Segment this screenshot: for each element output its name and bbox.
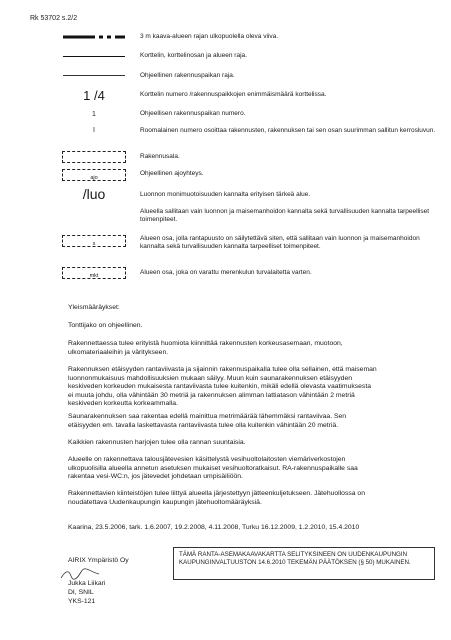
legend-description: Ohjeellinen ajoyhteys. (140, 170, 204, 177)
legend-symbol-dash-dot-line (55, 33, 133, 41)
paragraph: Rakennettaessa tulee erityistä huomiota kiinnittää rakennusten korkeusasemaan, muotoon, ulkomateriaaleihin ja väritykseen. (68, 340, 343, 356)
paragraph: Saunarakennuksen saa rakentaa edellä mainittua metrimäärää lähemmäksi rantaviivaa. Sen etäisyyden em. tavalla laskettavasta rantaviivasta tulee olla kuitenkin vähintään 20 metriä. (68, 413, 347, 429)
legend-description: Ohjeellinen rakennuspaikan raja. (140, 72, 235, 79)
page-id: Rk 53702 s.2/2 (30, 15, 78, 22)
solid-line-icon (63, 56, 125, 57)
legend-symbol-building-area (55, 150, 133, 164)
legend-description: Roomalainen numero osoittaa rakennusten, rakennuksen tai sen osan suurimman sallitun kerrosluvun. (140, 127, 436, 134)
legend-description: Luonnon monimuotoisuuden kannalta erityisen tärkeä alue. (140, 191, 311, 198)
legend-symbol-solid-line (55, 52, 133, 60)
symbol-label: mkt (89, 273, 99, 279)
legend-description: Korttelin numero /rakennuspaikkojen enimmäismäärä korttelissa. (140, 91, 327, 98)
dashed-box-icon (62, 235, 126, 247)
legend-symbol-roman-numeral: I (93, 126, 95, 134)
symbol-label: s (92, 241, 96, 247)
dashed-box-icon (62, 169, 126, 181)
paragraph: Alueelle on rakennettava talousjätevesien käsittelystä vesihuoltolaitosten viemäriverkostojen ulkopuolisilla alueella annetun asetuksen mukaiset vesihuoltoratkaisut. RA-rakennuspaikalle saa rakentaa vesi-WC:n, jos jätevedet johdetaan umpisäiliöön. (68, 456, 358, 480)
approval-stamp (173, 547, 435, 580)
signer-title: DI, SNIL (68, 589, 94, 596)
dashed-box-icon (62, 267, 126, 279)
legend-symbol-block-number: 1 /4 (83, 87, 105, 103)
thin-line-icon (63, 75, 125, 76)
legend-description: 3 m kaava-alueen rajan ulkopuolella oleva viiva. (140, 33, 279, 40)
dashed-box-icon (62, 151, 126, 163)
legend-symbol-shore-trees (55, 234, 133, 248)
general-heading: Yleismääräykset: (68, 304, 120, 311)
legend-description: Korttelin, korttelinosan ja alueen raja. (140, 52, 247, 59)
legend-description: Rakennusala. (140, 153, 180, 160)
paragraph: Tonttijako on ohjeellinen. (68, 322, 143, 329)
paragraph: Rakennettavien kiinteistöjen tulee liittyä alueella järjestettyyn jätteenkuljetukseen. Jätehuollossa on noudatettava Uudenkaupungin kaupungin jätehuoltomääräyksiä. (68, 490, 365, 506)
legend-description: Alueella sallitaan vain luonnon ja maisemanhoidon kannalta sekä turvallisuuden kannalta tarpeelliset toimenpiteet. (140, 208, 430, 223)
company-name: AIRIX Ympäristö Oy (68, 557, 129, 564)
registration-code: YKS-121 (68, 598, 96, 605)
signature-icon (60, 568, 100, 580)
legend-symbol-access-road (55, 168, 133, 182)
dash-dot-line-icon (55, 33, 133, 41)
paragraph: Kaikkien rakennusten harjojen tulee olla rannan suuntaisia. (68, 439, 246, 446)
legend-description: Ohjeellisen rakennuspaikan numero. (140, 110, 246, 117)
signer-name: Jukka Liikari (68, 580, 106, 587)
revision-dates: Kaarina, 23.5.2006, tark. 1.6.2007, 19.2.2008, 4.11.2008, Turku 16.12.2009, 1.2.2010, 15.4.2010 (68, 524, 360, 531)
approval-stamp-text: TÄMÄ RANTA-ASEMAKAAVAKARTTA SELITYKSINEEN ON UUDENKAUPUNGIN KAUPUNGINVALTUUSTON 14.6.2010 TEKEMÄN PÄÄTÖKSEN (§ 50) MUKAINEN. (179, 551, 411, 566)
legend-symbol-thin-line (55, 71, 133, 79)
legend-symbol-navigation-aid (55, 266, 133, 280)
symbol-label: ajo (90, 175, 98, 181)
legend-symbol-nature-area: /luo (82, 186, 106, 202)
legend-description: Alueen osa, joka on varattu merenkulun turvalaitetta varten. (140, 269, 312, 276)
legend-description: Alueen osa, jolla rantapuusto on säilytettävä siten, että sallitaan vain luonnon ja maisemanhoidon kannalta sekä turvallisuuden kannalta tarpeelliset toimenpiteet. (140, 235, 420, 250)
paragraph: Rakennuksen etäisyyden rantaviivasta ja sijainnin rakennuspaikalla tulee olla sellainen, että maiseman luonnonmukaisuus mahdollisuuksien mukaan säilyy. Muun kuin saunarakennuksen etäisyyden keskiveden korkeuden mukaisesta rantaviivasta tulee kuitenkin, mikäli edellä olevasta vaatimuksesta ei muuta johdu, olla vähintään 30 metriä ja rakennuksen alimman lattiatason vähintään 2 metriä keskiveden korkeutta korkeammalla. (68, 366, 377, 407)
legend-symbol-plot-number: 1 (92, 110, 96, 118)
